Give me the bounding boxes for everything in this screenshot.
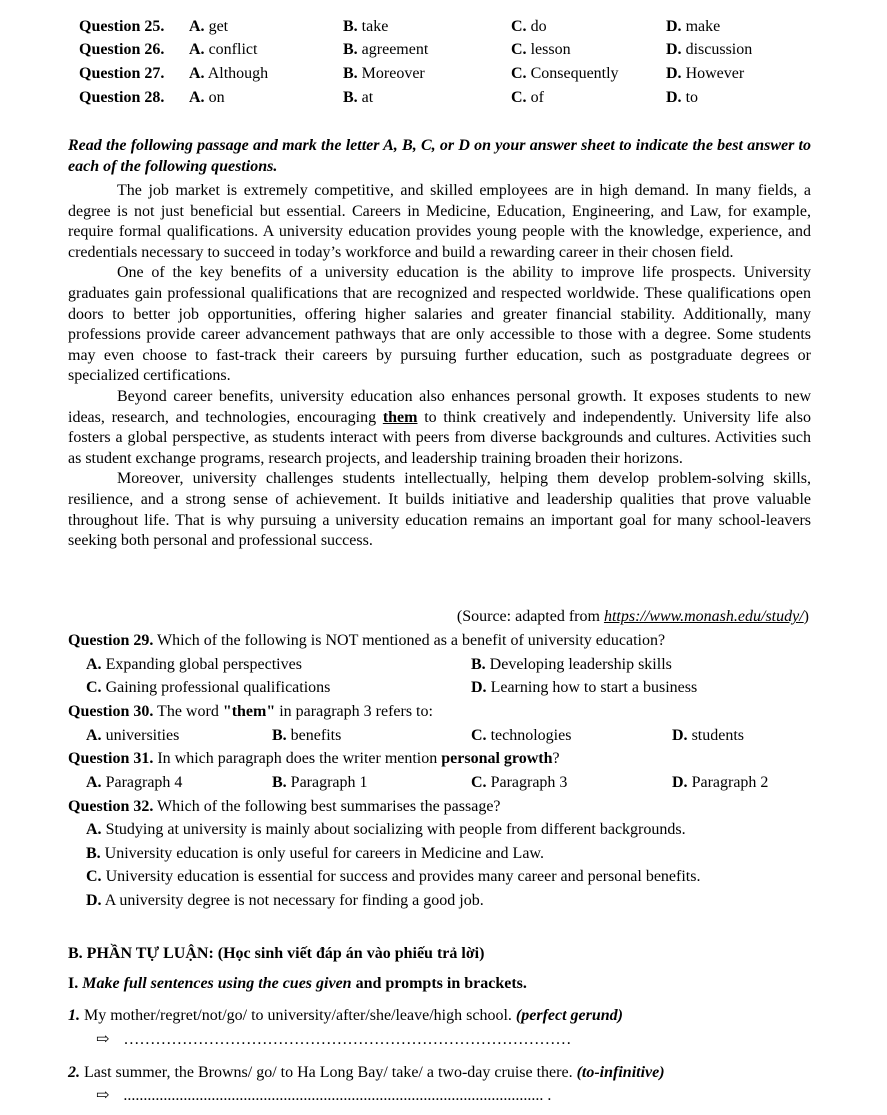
q31-option-d: D. Paragraph 2: [672, 774, 769, 791]
q32-option-d: D. A university degree is not necessary for finding a good job.: [86, 892, 484, 909]
passage-source: (Source: adapted from https://www.monash.edu/study/): [456, 608, 809, 625]
option-c: C. lesson: [511, 41, 571, 58]
q30-option-c: C. technologies: [471, 727, 572, 744]
exercise-2: 2. Last summer, the Browns/ go/ to Ha Long Bay/ take/ a two-day cruise there. (to-infinitive): [68, 1064, 665, 1081]
q32-option-c: C. University education is essential for success and provides many career and personal benefits.: [86, 868, 701, 885]
keyword-them: them: [382, 408, 418, 426]
option-c: C. do: [511, 18, 547, 35]
option-c: C. of: [511, 89, 544, 106]
option-b: B. take: [343, 18, 389, 35]
question-row-26: [79, 40, 839, 62]
option-d: D. However: [666, 65, 745, 82]
question-31: Question 31. In which paragraph does the writer mention personal growth?: [68, 750, 560, 767]
option-a: A. conflict: [189, 41, 258, 58]
option-a: A. Although: [189, 65, 269, 82]
exercise-1: 1. My mother/regret/not/go/ to university/after/she/leave/high school. (perfect gerund): [68, 1007, 623, 1024]
source-link[interactable]: https://www.monash.edu/study/: [603, 608, 804, 625]
arrow-icon: ⇨: [96, 1031, 110, 1048]
q29-option-a: A. Expanding global perspectives: [86, 656, 302, 673]
q30-option-d: D. students: [672, 727, 745, 744]
part-1-heading: I. Make full sentences using the cues given and prompts in brackets.: [68, 975, 527, 992]
q31-option-c: C. Paragraph 3: [471, 774, 568, 791]
option-d: D. discussion: [666, 41, 753, 58]
exercise-2-answer-line[interactable]: ⇨ ......................................................................................................... .: [96, 1087, 552, 1104]
reading-passage: [68, 181, 811, 552]
question-row-27: [79, 64, 839, 86]
q29-option-c: C. Gaining professional qualifications: [86, 679, 331, 696]
question-label: Question 25.: [79, 18, 165, 35]
q31-options: [86, 773, 806, 795]
option-c: C. Consequently: [511, 65, 619, 82]
question-label: Question 26.: [79, 41, 165, 58]
question-row-28: [79, 88, 839, 110]
q31-option-b: B. Paragraph 1: [272, 774, 368, 791]
paragraph-3: Beyond career benefits, university education also enhances personal growth. It exposes students to new ideas, research, and technologies, encouraging them to think creatively and independently. University life also fosters a global perspective, as students interact with peers from diverse backgrounds and cultures. Activities such as student exchange programs, research projects, and leadership training broaden their horizons.: [68, 387, 812, 467]
q30-option-b: B. benefits: [272, 727, 342, 744]
q29-option-b: B. Developing leadership skills: [471, 656, 672, 673]
reading-instruction: Read the following passage and mark the letter A, B, C, or D on your answer sheet to indicate the best answer to each of the following questions.: [68, 137, 811, 175]
q29-options-row1: [86, 655, 806, 677]
question-row-25: [79, 17, 839, 39]
option-d: D. to: [666, 89, 699, 106]
q31-option-a: A. Paragraph 4: [86, 774, 183, 791]
q31-keyword: personal growth: [441, 750, 553, 767]
paragraph-4: Moreover, university challenges students intellectually, helping them develop problem-solving skills, resilience, and a strong sense of achievement. It builds initiative and leadership qualities that prove valuable throughout life. That is why pursuing a university education remains an important goal for many school-leavers seeking both personal and professional success.: [68, 470, 811, 550]
paragraph-1: The job market is extremely competitive, and skilled employees are in high demand. In many fields, a degree is not just beneficial but essential. Careers in Medicine, Education, Engineering, and Law, for example, require formal qualifications. A university education provides young people with the knowledge, experience, and credentials necessary to succeed in today’s workforce and build a rewarding career in their chosen field.: [68, 182, 811, 261]
question-29: Question 29. Which of the following is NOT mentioned as a benefit of university education?: [68, 632, 666, 649]
paragraph-2: One of the key benefits of a university education is the ability to improve life prospects. University graduates gain professional qualifications that are recognized and respected worldwide. These qualifications open doors to better job opportunities, offering higher salaries and greater financial stability. Additionally, many professions provide career advancement pathways that are only accessible to those with a degree. Some students may even choose to fast-track their careers by pursuing further education, such as postgraduate degrees or specialized certifications.: [68, 264, 811, 385]
q30-keyword: "them": [222, 703, 276, 720]
arrow-icon: ⇨: [96, 1087, 110, 1104]
q29-option-d: D. Learning how to start a business: [471, 679, 698, 696]
q32-option-b: B. University education is only useful for careers in Medicine and Law.: [86, 845, 544, 862]
q30-options: [86, 726, 806, 748]
exercise-1-answer-line[interactable]: ⇨ …………………………………………………………………………: [96, 1031, 572, 1048]
question-label: Question 27.: [79, 65, 165, 82]
option-a: A. on: [189, 89, 225, 106]
q32-option-a: A. Studying at university is mainly about socializing with people from different backgrounds.: [86, 821, 686, 838]
q30-option-a: A. universities: [86, 727, 180, 744]
option-b: B. agreement: [343, 41, 429, 58]
option-b: B. Moreover: [343, 65, 425, 82]
section-b-title: B. PHẦN TỰ LUẬN: (Học sinh viết đáp án vào phiếu trả lời): [68, 945, 485, 962]
question-label: Question 28.: [79, 89, 165, 106]
option-d: D. make: [666, 18, 721, 35]
option-b: B. at: [343, 89, 374, 106]
question-30: Question 30. The word "them" in paragraph 3 refers to:: [68, 703, 433, 720]
q29-options-row2: [86, 678, 806, 700]
question-32: Question 32. Which of the following best summarises the passage?: [68, 798, 501, 815]
option-a: A. get: [189, 18, 229, 35]
